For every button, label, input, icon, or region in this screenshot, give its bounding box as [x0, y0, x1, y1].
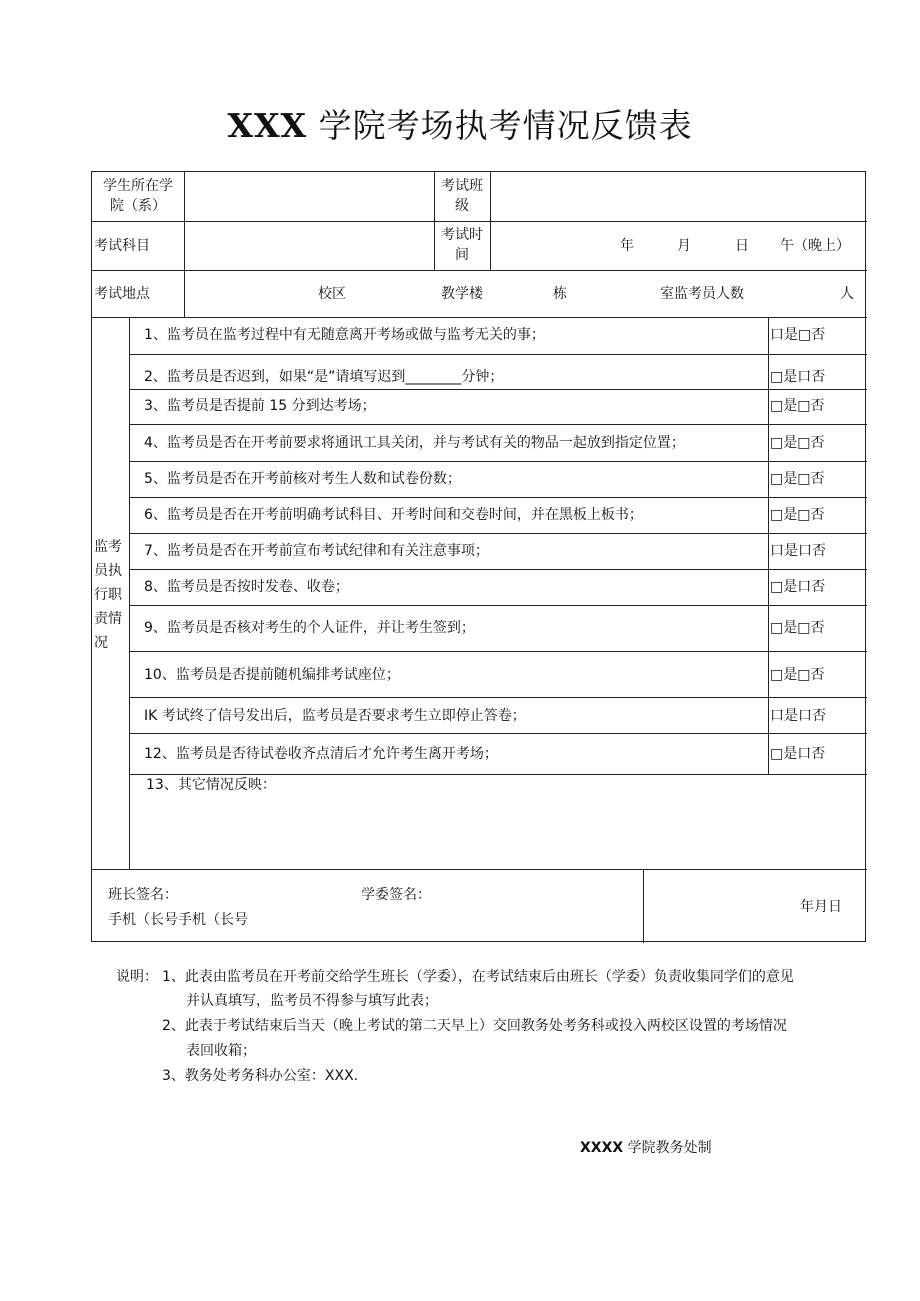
time-year: 年 — [620, 238, 634, 254]
list-item: 1、监考员在监考过程中有无随意离开考场或做与监考无关的事； — [144, 327, 545, 343]
yes-no-checkbox[interactable]: □是□否 — [770, 620, 825, 636]
col-divider — [184, 172, 185, 270]
note-2-line1: 2、此表于考试结束后当天（晚上考试的第二天早上）交回教务处考务科或投入两校区设置的考场情况 — [162, 1018, 787, 1034]
yes-no-checkbox[interactable]: □是□否 — [770, 667, 825, 683]
note-1-line2: 并认真填写，监考员不得参与填写此表； — [186, 993, 438, 1009]
row-divider — [92, 869, 867, 870]
yes-no-checkbox[interactable]: □是□否 — [770, 507, 825, 523]
col-divider — [768, 317, 769, 774]
col-divider — [643, 869, 644, 943]
list-item: 4、监考员是否在开考前要求将通讯工具关闭，并与考试有关的物品一起放到指定位置； — [144, 435, 685, 451]
footer-org-name: 学院教务处制 — [627, 1140, 712, 1156]
row-divider — [129, 651, 867, 652]
time-month: 月 — [677, 238, 691, 254]
title-prefix: XXX — [227, 106, 308, 145]
list-item: 7、监考员是否在开考前宣布考试纪律和有关注意事项； — [144, 543, 489, 559]
row-divider — [129, 605, 867, 606]
monitor-sign-label: 班长签名： — [108, 887, 178, 903]
yes-no-checkbox[interactable]: 口是口否 — [770, 708, 826, 724]
yes-no-checkbox[interactable]: □是□否 — [770, 398, 825, 414]
footer-org-prefix: XXXX — [580, 1140, 624, 1156]
time-day: 日 — [735, 238, 749, 254]
page-title — [0, 100, 920, 147]
list-item: 12、监考员是否待试卷收齐点清后才允许考生离开考场； — [144, 746, 498, 762]
subject-label: 考试科目 — [94, 238, 150, 254]
dong-label: 栋 — [553, 286, 567, 302]
row-divider — [129, 533, 867, 534]
college-label: 学生所在学 院（系） — [103, 178, 173, 214]
row-divider — [129, 569, 867, 570]
feedback-form-table — [91, 171, 866, 942]
yes-no-checkbox[interactable]: 口是□否 — [770, 327, 826, 343]
yes-no-checkbox[interactable]: □是口否 — [770, 579, 826, 595]
date-label: 年月日 — [800, 899, 842, 915]
row-divider — [92, 221, 867, 222]
list-item: 10、监考员是否提前随机编排考试座位； — [144, 667, 400, 683]
note-3: 3、教务处考务科办公室：XXX. — [162, 1068, 359, 1084]
list-item: 8、监考员是否按时发卷、收卷； — [144, 579, 349, 595]
building-label: 教学楼 — [441, 286, 483, 302]
committee-sign-label: 学委签名： — [361, 887, 431, 903]
row-divider — [129, 424, 867, 425]
row-divider — [129, 497, 867, 498]
phones-label: 手机（长号手机（长号 — [108, 912, 248, 928]
row-divider — [92, 270, 867, 271]
yes-no-checkbox[interactable]: □是□否 — [770, 435, 825, 451]
row-divider — [129, 733, 867, 734]
other-feedback-field[interactable] — [132, 798, 862, 864]
section-label: 监考 员执 行职 责情 况 — [94, 539, 122, 651]
yes-no-checkbox[interactable]: □是口否 — [770, 746, 826, 762]
footer-org — [580, 1137, 712, 1159]
notes-label: 说明： — [116, 969, 158, 985]
list-item: 6、监考员是否在开考前明确考试科目、开考时间和交卷时间，并在黑板上板书； — [144, 507, 643, 523]
yes-no-checkbox[interactable]: □是口否 — [770, 369, 826, 385]
note-1-line1: 1、此表由监考员在开考前交给学生班长（学委），在考试结束后由班长（学委）负责收集同学们的意见 — [162, 969, 794, 985]
list-item: 5、监考员是否在开考前核对考生人数和试卷份数； — [144, 471, 461, 487]
row-divider — [92, 317, 867, 318]
list-item: IK 考试终了信号发出后，监考员是否要求考生立即停止答卷； — [144, 708, 526, 724]
yes-no-checkbox[interactable]: □是□否 — [770, 471, 825, 487]
row-divider — [129, 389, 867, 390]
row-divider — [129, 461, 867, 462]
yes-no-checkbox[interactable]: 口是口否 — [770, 543, 826, 559]
time-label: 考试时 间 — [441, 227, 483, 263]
col-divider — [129, 317, 130, 869]
time-noon: 午（晚上） — [780, 238, 850, 254]
list-item: 9、监考员是否核对考生的个人证件，并让考生签到； — [144, 620, 475, 636]
row-divider — [129, 354, 867, 355]
list-item: 3、监考员是否提前 15 分到达考场； — [144, 398, 376, 414]
people-label: 人 — [840, 286, 854, 302]
title-text: 学院考场执考情况反馈表 — [318, 106, 693, 145]
location-label: 考试地点 — [94, 286, 150, 302]
room-proctors-label: 室监考员人数 — [660, 286, 744, 302]
other-feedback-label: 13、其它情况反映： — [146, 777, 276, 793]
row-divider — [129, 697, 867, 698]
note-2-line2: 表回收箱； — [186, 1043, 256, 1059]
campus-label: 校区 — [318, 286, 346, 302]
list-item: 2、监考员是否迟到，如果“是”请填写迟到________分钟； — [144, 369, 504, 385]
class-label: 考试班 级 — [441, 178, 483, 214]
col-divider — [490, 172, 491, 270]
col-divider — [184, 270, 185, 317]
